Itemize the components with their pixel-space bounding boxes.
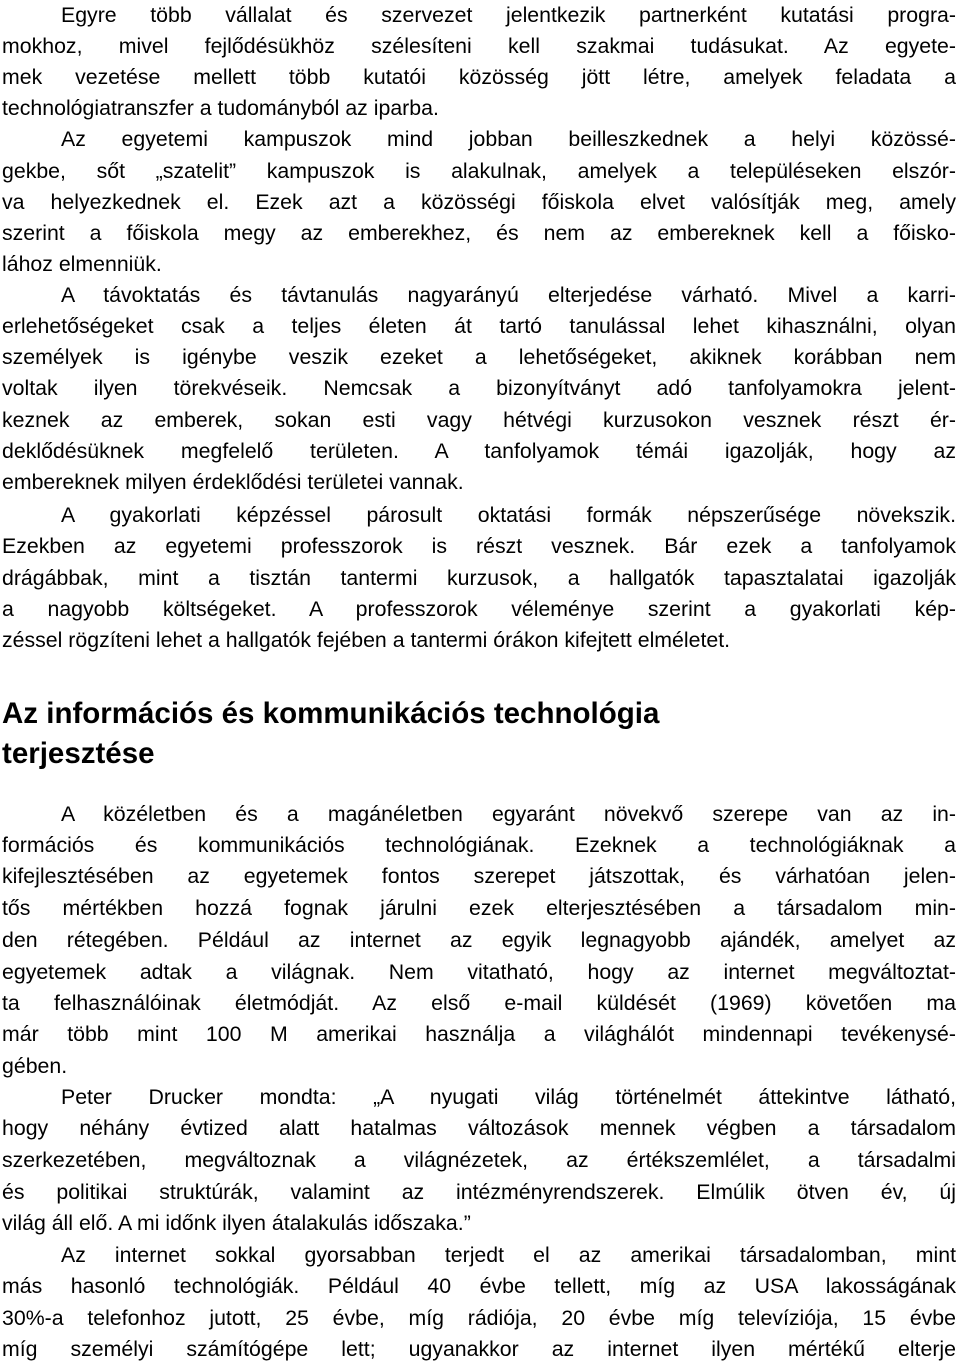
text-line: Ezekben az egyetemi professzorok is részt vesznek. Bár ezek a tanfolyamok: [2, 534, 956, 558]
text-line: hogy néhány évtized alatt hatalmas változások mennek végben a társadalom: [2, 1116, 956, 1140]
text-line: Az internet sokkal gyorsabban terjedt el az amerikai társadalomban, mint: [61, 1243, 956, 1267]
text-line: szerint a főiskola megy az emberekhez, és nem az embereknek kell a főisko-: [2, 221, 956, 245]
text-line: míg személyi számítógépe lett; ugyanakkor az internet ilyen mértékű elterje: [2, 1337, 956, 1361]
text-line: a nagyobb költségeket. A professzorok véleménye szerint a gyakorlati kép-: [2, 597, 956, 621]
text-line: tős mértékben hozzá fognak járulni ezek elterjesztésében a társadalom min-: [2, 896, 956, 920]
text-line: világ áll elő. A mi időnk ilyen átalakulás időszaka.”: [2, 1211, 471, 1235]
section-heading: Az információs és kommunikációs technológia: [2, 697, 660, 730]
text-line: A gyakorlati képzéssel párosult oktatási formák népszerűsége növekszik.: [61, 503, 956, 527]
text-line: deklődésüknek megfelelő területen. A tanfolyamok témái igazolják, hogy az: [2, 439, 956, 463]
text-line: A távoktatás és távtanulás nagyarányú elterjedése várható. Mivel a karri-: [61, 283, 956, 307]
text-line: kifejlesztésében az egyetemek fontos szerepet játszottak, és várhatóan jelen-: [2, 864, 956, 888]
text-line: 30%-a telefonhoz jutott, 25 évbe, míg rádiója, 20 évbe míg televíziója, 15 évbe: [2, 1306, 956, 1330]
text-line: va helyezkednek el. Ezek azt a közösségi főiskola elvet valósítják meg, amely: [2, 190, 956, 214]
text-line: voltak ilyen törekvéseik. Nemcsak a bizonyítványt adó tanfolyamokra jelent-: [2, 376, 956, 400]
text-line: keznek az emberek, sokan esti vagy hétvégi kurzusokon vesznek részt ér-: [2, 408, 956, 432]
text-line: szerkezetében, megváltoznak a világnézetek, az értékszemlélet, a társadalmi: [2, 1148, 956, 1172]
text-line: zéssel rögzíteni lehet a hallgatók fejében a tantermi órákon kifejtett elméletet.: [2, 628, 731, 652]
text-line: embereknek milyen érdeklődési területei vannak.: [2, 470, 464, 494]
text-line: Az egyetemi kampuszok mind jobban beilleszkednek a helyi közössé-: [61, 127, 956, 151]
text-line: mek vezetése mellett több kutatói közösség jött létre, amelyek feladata a: [2, 65, 956, 89]
text-line: gében.: [2, 1054, 68, 1078]
text-line: Peter Drucker mondta: „A nyugati világ történelmét áttekintve látható,: [61, 1085, 956, 1109]
text-line: személyek is igénybe veszik ezeket a lehetőségeket, akiknek korábban nem: [2, 345, 956, 369]
text-line: ta felhasználóinak életmódját. Az első e-mail küldését (1969) követően ma: [2, 991, 956, 1015]
text-line: lához elmenniük.: [2, 252, 162, 276]
text-line: formációs és kommunikációs technológiának. Ezeknek a technológiáknak a: [2, 833, 956, 857]
text-line: A közéletben és a magánéletben egyaránt növekvő szerepe van az in-: [61, 802, 956, 826]
text-line: egyetemek adtak a világnak. Nem vitatható, hogy az internet megváltoztat-: [2, 960, 956, 984]
section-heading: terjesztése: [2, 737, 155, 770]
text-line: technológiatranszfer a tudományból az iparba.: [2, 96, 439, 120]
text-line: már több mint 100 M amerikai használja a világhálót mindennapi tevékenysé-: [2, 1022, 956, 1046]
text-line: den rétegében. Például az internet az egyik legnagyobb ajándék, amelyet az: [2, 928, 956, 952]
text-line: drágábbak, mint a tisztán tantermi kurzusok, a hallgatók tapasztalatai igazolják: [2, 566, 956, 590]
text-line: más hasonló technológiák. Például 40 évbe tellett, míg az USA lakosságának: [2, 1274, 956, 1298]
text-line: gekbe, sőt „szatelit” kampuszok is alakulnak, amelyek a településeken elszór-: [2, 159, 956, 183]
text-line: erlehetőségeket csak a teljes életen át tartó tanulással lehet kihasználni, olyan: [2, 314, 956, 338]
text-line: és politikai struktúrák, valamint az intézményrendszerek. Elmúlik ötven év, új: [2, 1180, 956, 1204]
text-line: Egyre több vállalat és szervezet jelentkezik partnerként kutatási progra-: [61, 3, 956, 27]
text-line: mokhoz, mivel fejlődésükhöz szélesíteni kell szakmai tudásukat. Az egyete-: [2, 34, 956, 58]
